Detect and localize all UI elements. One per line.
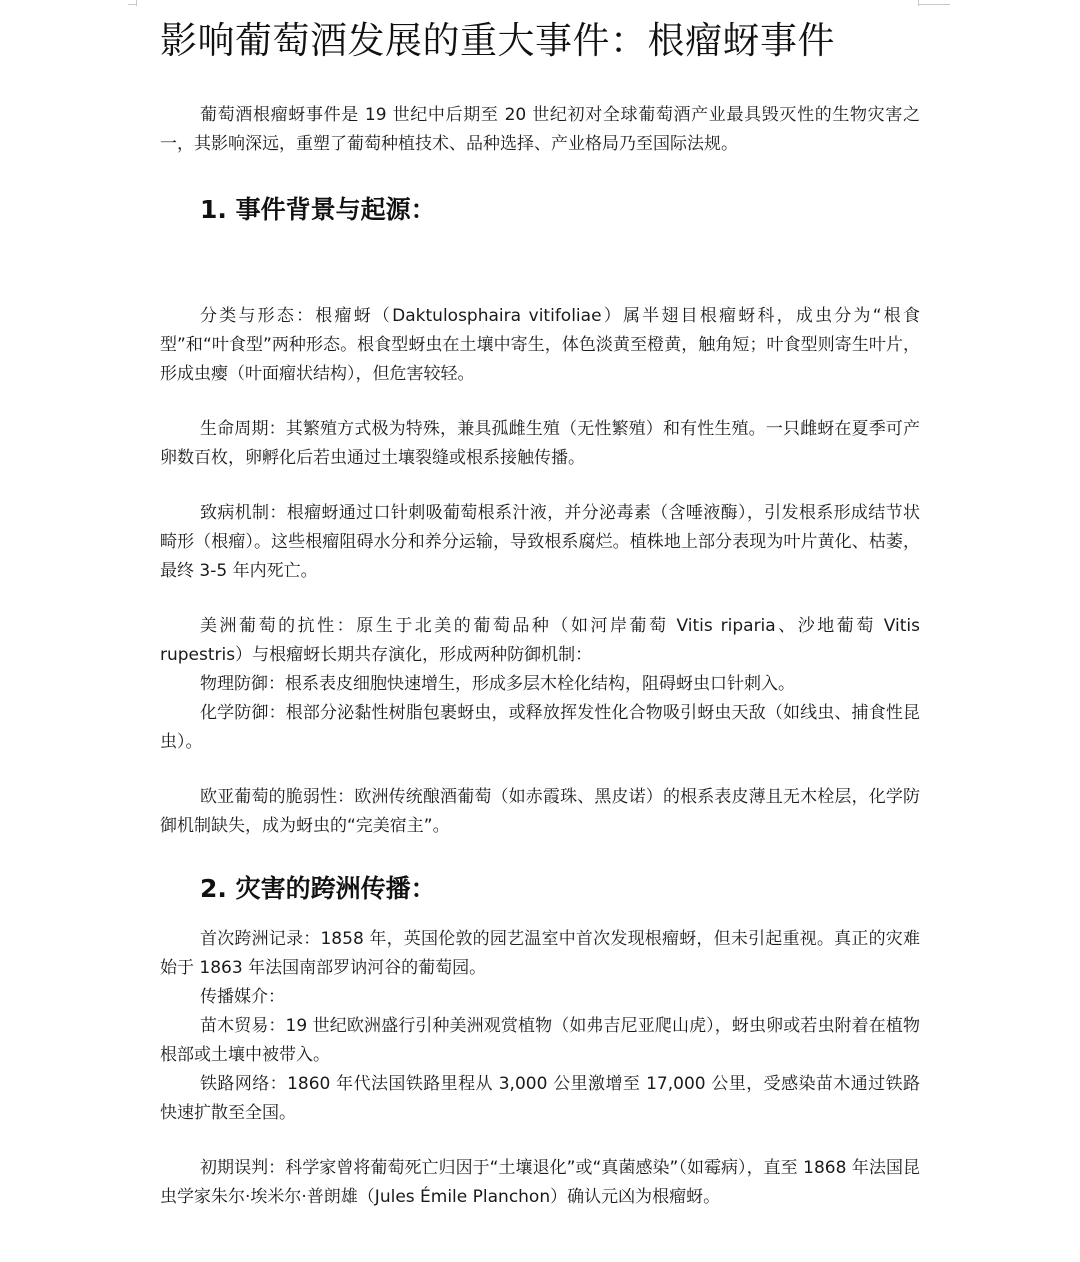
defense-line: 物理防御：根系表皮细胞快速增生，形成多层木栓化结构，阻碍蚜虫口针刺入。 — [200, 674, 795, 694]
paragraph-misjudgment: 初期误判：科学家曾将葡萄死亡归因于“土壤退化”或“真菌感染”（如霉病），直至 1868 年法国昆虫学家朱尔·埃米尔·普朗雄（Jules Émile Planchon）确认元凶为根瘤蚜。 — [160, 1158, 920, 1207]
section-heading: 1. 事件背景与起源： — [200, 195, 436, 224]
paragraph-american-resistance: 美洲葡萄的抗性：原生于北美的葡萄品种（如河岸葡萄 Vitis riparia、沙地葡萄 Vitis rupestris）与根瘤蚜长期共存演化，形成两种防御机制： — [160, 616, 920, 665]
document-body — [160, 14, 920, 1212]
crop-mark — [136, 0, 137, 6]
crop-mark — [128, 4, 136, 5]
media-line: 苗木贸易：19 世纪欧洲盛行引种美洲观赏植物（如弗吉尼亚爬山虎），蚜虫卵或若虫附着在植物根部或土壤中被带入。 — [160, 1016, 920, 1065]
paragraph-first-record: 首次跨洲记录：1858 年，英国伦敦的园艺温室中首次发现根瘤蚜，但未引起重视。真正的灾难始于 1863 年法国南部罗讷河谷的葡萄园。 — [160, 929, 920, 978]
document-title: 影响葡萄酒发展的重大事件：根瘤蚜事件 — [160, 19, 835, 62]
paragraph-pathogenesis: 致病机制：根瘤蚜通过口针刺吸葡萄根系汁液，并分泌毒素（含唾液酶），引发根系形成结节状畸形（根瘤）。这些根瘤阻碍水分和养分运输，导致根系腐烂。植株地上部分表现为叶片黄化、枯萎，最终 3-5 年内死亡。 — [160, 503, 920, 581]
defense-line: 化学防御：根部分泌黏性树脂包裹蚜虫，或释放挥发性化合物吸引蚜虫天敌（如线虫、捕食性昆虫）。 — [160, 703, 920, 752]
intro-paragraph: 葡萄酒根瘤蚜事件是 19 世纪中后期至 20 世纪初对全球葡萄酒产业最具毁灭性的生物灾害之一，其影响深远，重塑了葡萄种植技术、品种选择、产业格局乃至国际法规。 — [160, 105, 920, 154]
section-heading: 2. 灾害的跨洲传播： — [200, 874, 436, 903]
media-label: 传播媒介： — [200, 987, 285, 1007]
paragraph-morphology: 分类与形态：根瘤蚜（Daktulosphaira vitifoliae）属半翅目根瘤蚜科，成虫分为“根食型”和“叶食型”两种形态。根食型蚜虫在土壤中寄生，体色淡黄至橙黄，触角短；叶食型则寄生叶片，形成虫瘿（叶面瘤状结构），但危害较轻。 — [160, 306, 920, 384]
crop-mark — [918, 0, 919, 6]
crop-mark — [918, 4, 950, 5]
paragraph-eurasian-vulnerability: 欧亚葡萄的脆弱性：欧洲传统酿酒葡萄（如赤霞珠、黑皮诺）的根系表皮薄且无木栓层，化学防御机制缺失，成为蚜虫的“完美宿主”。 — [160, 787, 920, 836]
paragraph-life-cycle: 生命周期：其繁殖方式极为特殊，兼具孤雌生殖（无性繁殖）和有性生殖。一只雌蚜在夏季可产卵数百枚，卵孵化后若虫通过土壤裂缝或根系接触传播。 — [160, 419, 920, 468]
media-line: 铁路网络：1860 年代法国铁路里程从 3,000 公里激增至 17,000 公里，受感染苗木通过铁路快速扩散至全国。 — [160, 1074, 920, 1123]
